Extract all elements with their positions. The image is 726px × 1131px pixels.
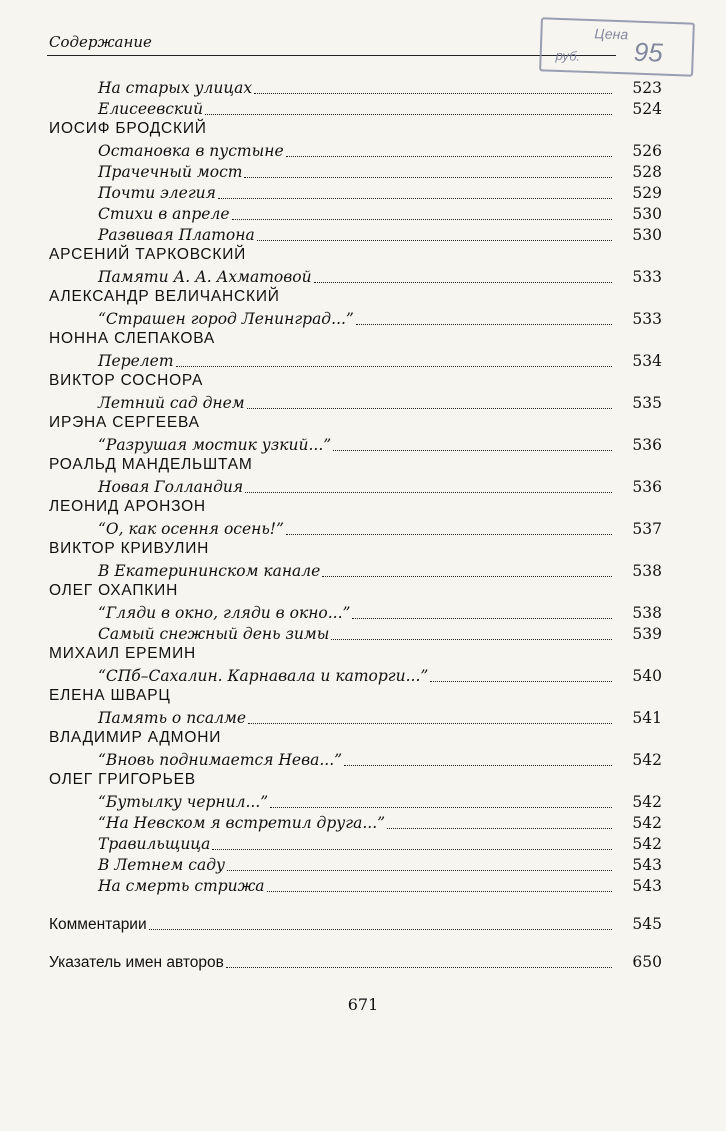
page-ref: 543: [632, 856, 662, 874]
poem-title: Остановка в пустыне: [98, 142, 284, 160]
toc-entry: [98, 603, 662, 624]
toc-entry: [98, 393, 662, 414]
page-ref: 528: [632, 163, 662, 181]
toc-author-row: [0, 120, 726, 141]
toc-entry: [98, 876, 662, 897]
toc-poem-row: [0, 309, 726, 330]
toc-entry: [98, 624, 662, 645]
page-ref: 536: [632, 478, 662, 496]
poem-title: Почти элегия: [98, 184, 216, 202]
dot-leader: [331, 639, 612, 640]
toc-poem-row: [0, 834, 726, 855]
toc-entry: [98, 183, 662, 204]
poem-title: “Бутылку чернил...”: [98, 793, 269, 811]
dot-leader: [245, 492, 612, 493]
toc-entry: [98, 477, 662, 498]
toc-author-row: [0, 414, 726, 435]
toc-poem-row: [0, 624, 726, 645]
dot-leader: [286, 534, 612, 535]
toc-poem-row: [0, 162, 726, 183]
toc-entry: [98, 666, 662, 687]
poem-title: “На Невском я встретил друга...”: [98, 814, 386, 832]
toc-poem-row: [0, 141, 726, 162]
toc-author-row: [0, 540, 726, 561]
page-number: 671: [347, 995, 379, 1014]
toc-author-row: [0, 246, 726, 267]
page-ref: 536: [632, 436, 662, 454]
dot-leader: [322, 576, 612, 577]
toc-entry: [98, 351, 662, 372]
page-ref: 534: [632, 352, 662, 370]
toc-entry: [98, 204, 662, 225]
page-ref: 542: [632, 793, 662, 811]
page-ref: 524: [632, 100, 662, 118]
author-name: ВИКТОР СОСНОРА: [49, 372, 204, 389]
author-name: ИРЭНА СЕРГЕЕВА: [49, 414, 200, 431]
stamp-currency: руб.: [555, 47, 581, 64]
poem-title: На старых улицах: [98, 79, 253, 97]
dot-leader: [254, 93, 612, 94]
poem-title: Новая Голландия: [98, 478, 244, 496]
toc-section-row: [0, 914, 726, 935]
page-ref: 526: [632, 142, 662, 160]
toc-entry: [98, 141, 662, 162]
toc-poem-row: [0, 855, 726, 876]
toc-poem-row: [0, 204, 726, 225]
dot-leader: [212, 849, 612, 850]
dot-leader: [244, 177, 612, 178]
toc-poem-row: [0, 78, 726, 99]
poem-title: “Вновь поднимается Нева...”: [98, 751, 343, 769]
poem-title: Летний сад днем: [98, 394, 245, 412]
author-name: РОАЛЬД МАНДЕЛЬШТАМ: [49, 456, 253, 473]
toc-entry: [98, 99, 662, 120]
dot-leader: [286, 156, 612, 157]
dot-leader: [226, 967, 612, 968]
poem-title: В Летнем саду: [98, 856, 226, 874]
page-ref: 541: [632, 709, 662, 727]
toc-entry: [98, 267, 662, 288]
toc-author-row: [0, 456, 726, 477]
dot-leader: [387, 828, 612, 829]
toc-author-row: [0, 330, 726, 351]
page-ref: 538: [632, 562, 662, 580]
stamp-price: 95: [633, 36, 664, 68]
poem-title: Память о псалме: [98, 709, 246, 727]
toc-poem-row: [0, 99, 726, 120]
page-ref: 545: [632, 915, 662, 933]
toc-entry: [98, 708, 662, 729]
header-rule: [47, 55, 616, 56]
dot-leader: [247, 408, 612, 409]
poem-title: “О, как осення осень!”: [98, 520, 284, 538]
dot-leader: [149, 929, 612, 930]
toc-poem-row: [0, 603, 726, 624]
poem-title: Перелет: [98, 352, 174, 370]
poem-title: “СПб–Сахалин. Карнавала и каторги...”: [98, 667, 429, 685]
toc-author-row: [0, 729, 726, 750]
page-ref: 530: [632, 205, 662, 223]
dot-leader: [218, 198, 612, 199]
author-name: ВЛАДИМИР АДМОНИ: [49, 729, 222, 746]
dot-leader: [352, 618, 612, 619]
poem-title: Прачечный мост: [98, 163, 243, 181]
page-ref: 538: [632, 604, 662, 622]
author-name: ЕЛЕНА ШВАРЦ: [49, 687, 171, 704]
page-ref: 542: [632, 835, 662, 853]
page-ref: 542: [632, 751, 662, 769]
author-name: ИОСИФ БРОДСКИЙ: [49, 120, 207, 137]
page-ref: 529: [632, 184, 662, 202]
toc-poem-row: [0, 561, 726, 582]
toc-entry: [98, 225, 662, 246]
toc-entry: [98, 519, 662, 540]
toc-author-row: [0, 498, 726, 519]
dot-leader: [232, 219, 612, 220]
dot-leader: [176, 366, 612, 367]
toc-author-row: [0, 372, 726, 393]
poem-title: В Екатерининском канале: [98, 562, 321, 580]
page-ref: 539: [632, 625, 662, 643]
poem-title: “Гляди в окно, гляди в окно...”: [98, 604, 351, 622]
toc-author-row: [0, 771, 726, 792]
author-name: АЛЕКСАНДР ВЕЛИЧАНСКИЙ: [49, 288, 280, 305]
toc-poem-row: [0, 477, 726, 498]
toc-poem-row: [0, 351, 726, 372]
dot-leader: [430, 681, 612, 682]
toc-poem-row: [0, 876, 726, 897]
toc-author-row: [0, 645, 726, 666]
dot-leader: [267, 891, 612, 892]
author-name: ВИКТОР КРИВУЛИН: [49, 540, 210, 557]
dot-leader: [257, 240, 612, 241]
page-ref: 535: [632, 394, 662, 412]
price-stamp: [539, 17, 695, 76]
author-name: АРСЕНИЙ ТАРКОВСКИЙ: [49, 246, 247, 263]
toc-entry: [49, 914, 662, 935]
toc-poem-row: [0, 435, 726, 456]
toc-poem-row: [0, 666, 726, 687]
toc-poem-row: [0, 708, 726, 729]
dot-leader: [333, 450, 612, 451]
page-ref: 533: [632, 268, 662, 286]
toc-entry: [98, 78, 662, 99]
toc-entry: [49, 952, 662, 973]
toc-entry: [98, 750, 662, 771]
running-header-title: Содержание: [49, 33, 152, 51]
page-ref: 537: [632, 520, 662, 538]
dot-leader: [344, 765, 612, 766]
page-ref: 530: [632, 226, 662, 244]
toc-entry: [98, 792, 662, 813]
poem-title: Елисеевский: [98, 100, 204, 118]
page-ref: 540: [632, 667, 662, 685]
toc-poem-row: [0, 750, 726, 771]
poem-title: Развивая Платона: [98, 226, 255, 244]
page-ref: 650: [632, 953, 662, 971]
page-ref: 523: [632, 79, 662, 97]
section-title: Комментарии: [49, 916, 147, 933]
author-name: НОННА СЛЕПАКОВА: [49, 330, 216, 347]
toc-entry: [98, 561, 662, 582]
toc-entry: [98, 309, 662, 330]
poem-title: На смерть стрижа: [98, 877, 265, 895]
author-name: ОЛЕГ ОХАПКИН: [49, 582, 179, 599]
toc-poem-row: [0, 519, 726, 540]
toc-entry: [98, 834, 662, 855]
toc-entry: [98, 162, 662, 183]
page-ref: 533: [632, 310, 662, 328]
toc-poem-row: [0, 813, 726, 834]
toc-poem-row: [0, 792, 726, 813]
section-title: Указатель имен авторов: [49, 954, 224, 971]
toc-poem-row: [0, 183, 726, 204]
toc-entry: [98, 855, 662, 876]
toc-author-row: [0, 288, 726, 309]
dot-leader: [227, 870, 612, 871]
table-of-contents: [0, 78, 726, 973]
toc-gap: [0, 935, 726, 952]
author-name: ОЛЕГ ГРИГОРЬЕВ: [49, 771, 196, 788]
poem-title: Самый снежный день зимы: [98, 625, 330, 643]
poem-title: “Страшен город Ленинград...”: [98, 310, 354, 328]
toc-entry: [98, 435, 662, 456]
page-ref: 543: [632, 877, 662, 895]
page-ref: 542: [632, 814, 662, 832]
toc-author-row: [0, 687, 726, 708]
dot-leader: [314, 282, 612, 283]
poem-title: Памяти А. А. Ахматовой: [98, 268, 312, 286]
toc-poem-row: [0, 225, 726, 246]
toc-entry: [98, 813, 662, 834]
toc-gap: [0, 897, 726, 914]
dot-leader: [248, 723, 612, 724]
dot-leader: [205, 114, 612, 115]
dot-leader: [356, 324, 612, 325]
toc-poem-row: [0, 393, 726, 414]
toc-section-row: [0, 952, 726, 973]
dot-leader: [270, 807, 612, 808]
toc-author-row: [0, 582, 726, 603]
author-name: ЛЕОНИД АРОНЗОН: [49, 498, 206, 515]
poem-title: Стихи в апреле: [98, 205, 230, 223]
toc-poem-row: [0, 267, 726, 288]
author-name: МИХАИЛ ЕРЕМИН: [49, 645, 197, 662]
stamp-label: Цена: [594, 25, 629, 43]
poem-title: “Разрушая мостик узкий...”: [98, 436, 332, 454]
poem-title: Травильщица: [98, 835, 211, 853]
